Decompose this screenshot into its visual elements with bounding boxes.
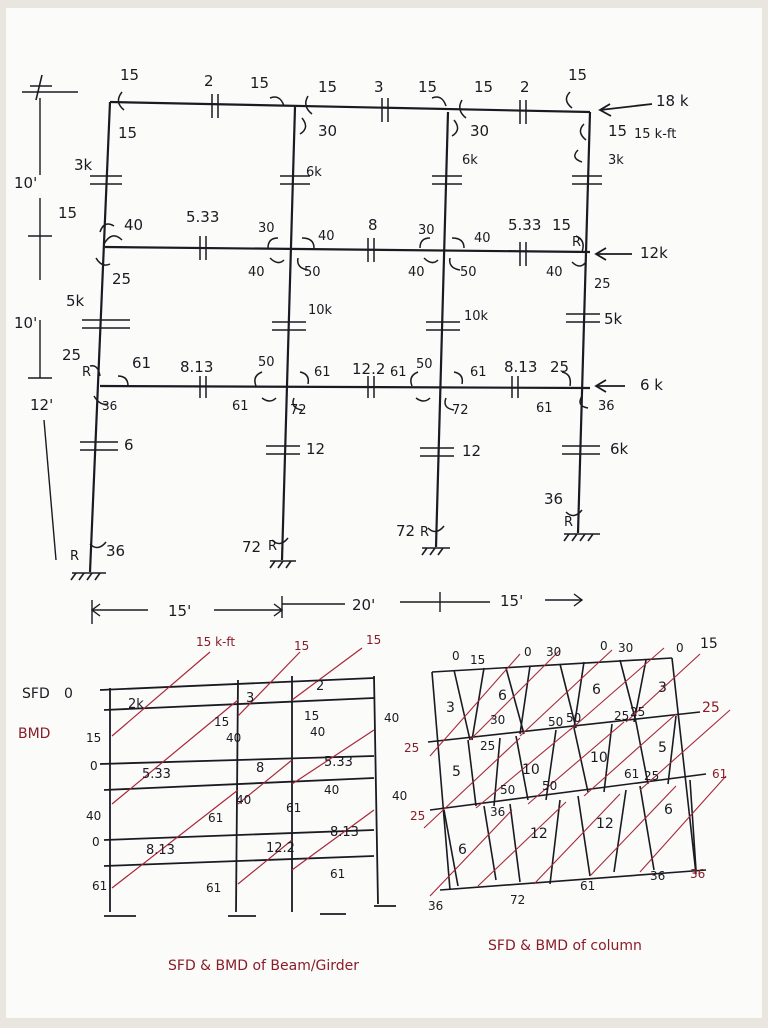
beam-shear-1: 3 bbox=[246, 691, 255, 706]
col-moment-9: 50 bbox=[500, 783, 516, 797]
roof-load: 18 k bbox=[656, 92, 689, 110]
mid-shear-cd: 5.33 bbox=[508, 216, 542, 234]
beam-shear-7: 12.2 bbox=[266, 841, 295, 856]
mid-right-moment-1: 40 bbox=[546, 265, 563, 280]
col-top-moment-a: 15 bbox=[118, 124, 138, 142]
story3-shear-d: 3k bbox=[608, 153, 624, 168]
bot-int-c-2: 61 bbox=[470, 365, 487, 380]
bot-right-moment-0: 25 bbox=[550, 358, 570, 376]
col-moment-8: 25 bbox=[410, 809, 426, 823]
base-moment-b: 72 bbox=[242, 538, 262, 556]
mid-right-moment-0: 15 bbox=[552, 216, 572, 234]
beam-moment-9: 40 bbox=[392, 789, 408, 803]
paper-sheet bbox=[6, 8, 762, 1018]
beam-shear-8: 8.13 bbox=[330, 825, 359, 840]
col-moment-14: 36 bbox=[490, 805, 506, 819]
roof-moment-d: 15 bbox=[418, 78, 438, 96]
beam-moment-5: 40 bbox=[236, 793, 252, 807]
story2-shear-b: 10k bbox=[308, 303, 333, 318]
support-r-d: R bbox=[564, 515, 574, 530]
bot-int-b-2: 61 bbox=[232, 399, 249, 414]
col-top-2: 0 bbox=[524, 645, 532, 659]
bot-int-c-0: 61 bbox=[390, 365, 407, 380]
beam-shear-0: 2k bbox=[128, 697, 144, 712]
support-r-c: R bbox=[420, 525, 430, 540]
roof-moment-right: 15 k-ft bbox=[634, 127, 677, 142]
story1-shear-a: 6 bbox=[124, 436, 134, 454]
mid-shear-bc: 8 bbox=[368, 216, 378, 234]
bot-int-c-1: 50 bbox=[416, 357, 433, 372]
col-moment-12: 61 bbox=[624, 767, 640, 781]
bot-right-moment-2: 36 bbox=[598, 399, 615, 414]
story1-shear-d: 6k bbox=[610, 440, 629, 458]
bot-left-moment-0: 25 bbox=[62, 346, 82, 364]
mid-int-b-2: 40 bbox=[248, 265, 265, 280]
col-moment-11: 61 bbox=[712, 767, 728, 781]
col-top-3: 30 bbox=[546, 645, 562, 659]
beam-moment-0: 15 bbox=[214, 715, 230, 729]
bmd-label: BMD bbox=[18, 726, 51, 742]
node-r-left: R bbox=[82, 365, 92, 380]
roof-moment-b: 15 bbox=[250, 74, 270, 92]
bot-load: 6 k bbox=[640, 376, 663, 394]
story3-shear-c: 6k bbox=[462, 153, 478, 168]
bay-width-3: 15' bbox=[500, 592, 524, 610]
base-moment-d: 36 bbox=[544, 490, 564, 508]
mid-int-c-1: 40 bbox=[474, 231, 491, 246]
bot-left-moment-2: 36 bbox=[102, 399, 118, 413]
beam-top-label-0: 15 k-ft bbox=[196, 635, 236, 649]
col-shear-5: 10 bbox=[522, 762, 540, 778]
col-top-moment-d: 15 bbox=[608, 122, 628, 140]
mid-left-moment-1: 40 bbox=[124, 216, 144, 234]
beam-top-label-2: 15 bbox=[366, 633, 382, 647]
roof-moment-e: 15 bbox=[474, 78, 494, 96]
beam-shear-4: 8 bbox=[256, 761, 265, 776]
mid-int-b-0: 30 bbox=[258, 221, 275, 236]
mid-int-b-1: 40 bbox=[318, 229, 335, 244]
beam-moment-10: 61 bbox=[206, 881, 222, 895]
story2-shear-c: 10k bbox=[464, 309, 489, 324]
mid-int-c-3: 50 bbox=[460, 265, 477, 280]
roof-moment-f: 15 bbox=[568, 66, 588, 84]
mid-left-moment-2: 25 bbox=[112, 270, 132, 288]
beam-moment-7: 40 bbox=[324, 783, 340, 797]
mid-left-moment-0: 15 bbox=[58, 204, 78, 222]
col-moment-3: 50 bbox=[566, 711, 582, 725]
col-shear-8: 6 bbox=[458, 842, 467, 858]
col-top-6: 0 bbox=[676, 641, 684, 655]
story1-height: 12' bbox=[30, 396, 54, 414]
story3-shear-a: 3k bbox=[74, 156, 93, 174]
base-moment-a: 36 bbox=[106, 542, 126, 560]
support-r-a: R bbox=[70, 549, 80, 564]
story1-shear-c: 12 bbox=[462, 442, 482, 460]
roof-moment-a: 15 bbox=[120, 66, 140, 84]
mid-shear-ab: 5.33 bbox=[186, 208, 220, 226]
beam-shear-2: 2 bbox=[316, 679, 325, 694]
beam-left-value-3: 40 bbox=[86, 809, 102, 823]
bay-width-1: 15' bbox=[168, 602, 192, 620]
col-moment-17: 72 bbox=[510, 893, 526, 907]
story3-height: 10' bbox=[14, 174, 38, 192]
col-top-moment-b: 30 bbox=[318, 122, 338, 140]
col-moment-18: 61 bbox=[580, 879, 596, 893]
beam-left-value-4: 0 bbox=[92, 835, 100, 849]
mid-load: 12k bbox=[640, 244, 668, 262]
beam-moment-11: 61 bbox=[330, 867, 346, 881]
bot-right-moment-1: 61 bbox=[536, 401, 553, 416]
col-moment-4: 25 bbox=[614, 709, 630, 723]
beam-top-label-1: 15 bbox=[294, 639, 310, 653]
beam-left-value-1: 15 bbox=[86, 731, 102, 745]
bot-left-moment-1: 61 bbox=[132, 354, 152, 372]
base-moment-c: 72 bbox=[396, 522, 416, 540]
node-r-right: R bbox=[572, 235, 582, 250]
bot-shear-ab: 8.13 bbox=[180, 358, 214, 376]
col-moment-7: 25 bbox=[702, 700, 720, 716]
mid-int-c-2: 40 bbox=[408, 265, 425, 280]
col-shear-7: 5 bbox=[658, 740, 667, 756]
bay-width-2: 20' bbox=[352, 596, 376, 614]
story2-shear-a: 5k bbox=[66, 292, 85, 310]
col-shear-6: 10 bbox=[590, 750, 608, 766]
col-shear-0: 3 bbox=[446, 700, 455, 716]
col-top-7: 15 bbox=[700, 636, 718, 652]
roof-shear-ab: 2 bbox=[204, 72, 214, 90]
beam-left-value-5: 61 bbox=[92, 879, 108, 893]
story3-shear-b: 6k bbox=[306, 165, 322, 180]
beam-left-value-2: 0 bbox=[90, 759, 98, 773]
col-moment-6: 25 bbox=[480, 739, 496, 753]
beam-left-value-0: 0 bbox=[64, 686, 73, 702]
bot-int-b-0: 50 bbox=[258, 355, 275, 370]
col-shear-2: 6 bbox=[592, 682, 601, 698]
beam-shear-6: 8.13 bbox=[146, 843, 175, 858]
mid-int-c-0: 30 bbox=[418, 223, 435, 238]
beam-shear-5: 5.33 bbox=[324, 755, 353, 770]
beam-caption: SFD & BMD of Beam/Girder bbox=[168, 958, 360, 974]
col-shear-11: 6 bbox=[664, 802, 673, 818]
bot-int-b-3: 72 bbox=[290, 403, 307, 418]
col-top-0: 0 bbox=[452, 649, 460, 663]
col-moment-15: 36 bbox=[690, 867, 706, 881]
beam-moment-1: 40 bbox=[226, 731, 242, 745]
col-moment-5: 25 bbox=[630, 705, 646, 719]
col-top-4: 0 bbox=[600, 639, 608, 653]
roof-moment-c: 15 bbox=[318, 78, 338, 96]
col-moment-13: 25 bbox=[644, 769, 660, 783]
col-moment-19: 36 bbox=[650, 869, 666, 883]
roof-shear-cd: 2 bbox=[520, 78, 530, 96]
col-moment-1: 30 bbox=[490, 713, 506, 727]
col-moment-16: 36 bbox=[428, 899, 444, 913]
beam-moment-2: 15 bbox=[304, 709, 320, 723]
story1-shear-b: 12 bbox=[306, 440, 326, 458]
col-shear-9: 12 bbox=[530, 826, 548, 842]
beam-moment-8: 61 bbox=[286, 801, 302, 815]
support-r-b: R bbox=[268, 539, 278, 554]
bot-int-b-1: 61 bbox=[314, 365, 331, 380]
mid-right-moment-2: 25 bbox=[594, 277, 611, 292]
col-top-moment-c: 30 bbox=[470, 122, 490, 140]
story2-shear-d: 5k bbox=[604, 310, 623, 328]
beam-shear-3: 5.33 bbox=[142, 767, 171, 782]
col-shear-10: 12 bbox=[596, 816, 614, 832]
col-shear-1: 6 bbox=[498, 688, 507, 704]
mid-int-b-3: 50 bbox=[304, 265, 321, 280]
beam-moment-3: 40 bbox=[310, 725, 326, 739]
col-top-1: 15 bbox=[470, 653, 486, 667]
bot-shear-bc: 12.2 bbox=[352, 360, 386, 378]
col-moment-0: 25 bbox=[404, 741, 420, 755]
col-top-5: 30 bbox=[618, 641, 634, 655]
col-shear-3: 3 bbox=[658, 680, 667, 696]
beam-moment-4: 40 bbox=[384, 711, 400, 725]
bot-shear-cd: 8.13 bbox=[504, 358, 538, 376]
col-moment-10: 50 bbox=[542, 779, 558, 793]
bot-int-c-3: 72 bbox=[452, 403, 469, 418]
col-shear-4: 5 bbox=[452, 764, 461, 780]
roof-shear-bc: 3 bbox=[374, 78, 384, 96]
column-caption: SFD & BMD of column bbox=[488, 938, 642, 954]
beam-moment-6: 61 bbox=[208, 811, 224, 825]
col-moment-2: 50 bbox=[548, 715, 564, 729]
story2-height: 10' bbox=[14, 314, 38, 332]
sfd-label: SFD bbox=[22, 686, 50, 702]
